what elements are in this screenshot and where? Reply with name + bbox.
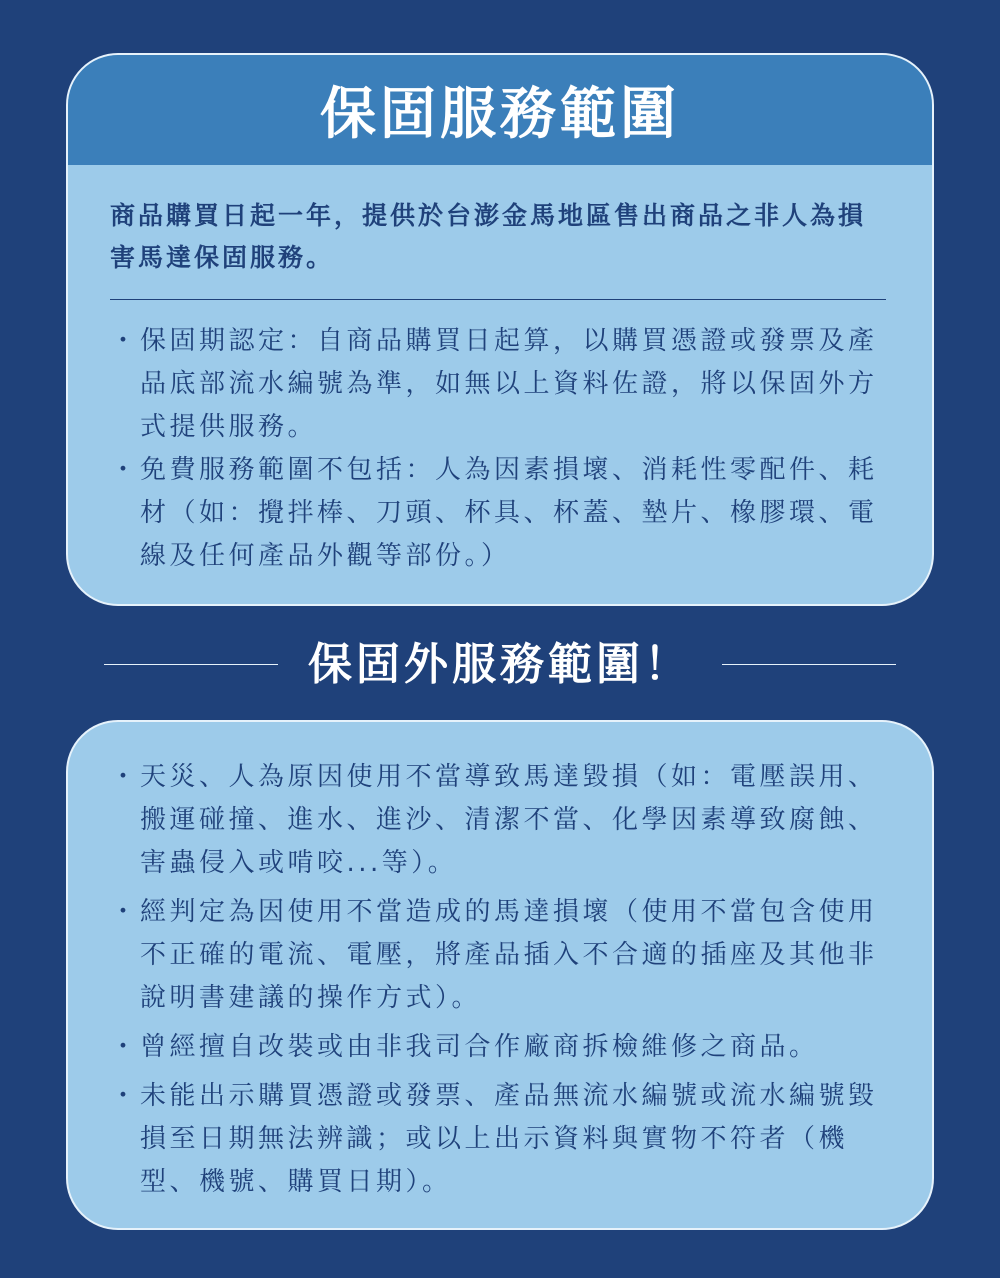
out-of-warranty-title: 保固外服務範圍！ xyxy=(308,639,692,690)
list-item xyxy=(68,1075,932,1204)
warranty-list xyxy=(68,320,932,578)
list-item xyxy=(68,320,932,449)
list-item xyxy=(68,891,932,1020)
warranty-header xyxy=(68,55,932,165)
bullet-dot: ・ xyxy=(110,1032,140,1062)
warranty-title: 保固服務範圍 xyxy=(320,82,680,147)
warranty-intro: 商品購買日起一年，提供於台澎金馬地區售出商品之非人為損害馬達保固服務。 xyxy=(110,201,867,272)
bullet-dot: ・ xyxy=(110,455,140,485)
list-item-text: 曾經擅自改裝或由非我司合作廠商拆檢維修之商品。 xyxy=(140,1032,819,1062)
list-item-text: 天災、人為原因使用不當導致馬達毀損（如：電壓誤用、搬運碰撞、進水、進沙、清潔不當、化學因素導致腐蝕、害蟲侵入或啃咬...等）。 xyxy=(140,762,878,878)
out-of-warranty-card xyxy=(66,720,934,1230)
heading-line-right xyxy=(722,664,896,665)
list-item xyxy=(68,756,932,885)
divider xyxy=(110,299,886,300)
list-item xyxy=(68,449,932,578)
heading-line-left xyxy=(104,664,278,665)
bullet-dot: ・ xyxy=(110,762,140,792)
list-item-text: 未能出示購買憑證或發票、產品無流水編號或流水編號毀損至日期無法辨識；或以上出示資料與實物不符者（機型、機號、購買日期）。 xyxy=(140,1081,878,1197)
bullet-dot: ・ xyxy=(110,1081,140,1111)
list-item-text: 免費服務範圍不包括：人為因素損壞、消耗性零配件、耗材（如：攪拌棒、刀頭、杯具、杯蓋、墊片、橡膠環、電線及任何產品外觀等部份。） xyxy=(140,455,878,571)
bullet-dot: ・ xyxy=(110,897,140,927)
warranty-card xyxy=(66,53,934,606)
list-item-text: 經判定為因使用不當造成的馬達損壞（使用不當包含使用不正確的電流、電壓，將產品插入不合適的插座及其他非說明書建議的操作方式）。 xyxy=(140,897,878,1013)
list-item xyxy=(68,1026,932,1069)
out-of-warranty-heading xyxy=(0,634,1000,696)
bullet-dot: ・ xyxy=(110,326,140,356)
out-of-warranty-list xyxy=(68,756,932,1204)
list-item-text: 保固期認定：自商品購買日起算，以購買憑證或發票及產品底部流水編號為準，如無以上資料佐證，將以保固外方式提供服務。 xyxy=(140,326,878,442)
